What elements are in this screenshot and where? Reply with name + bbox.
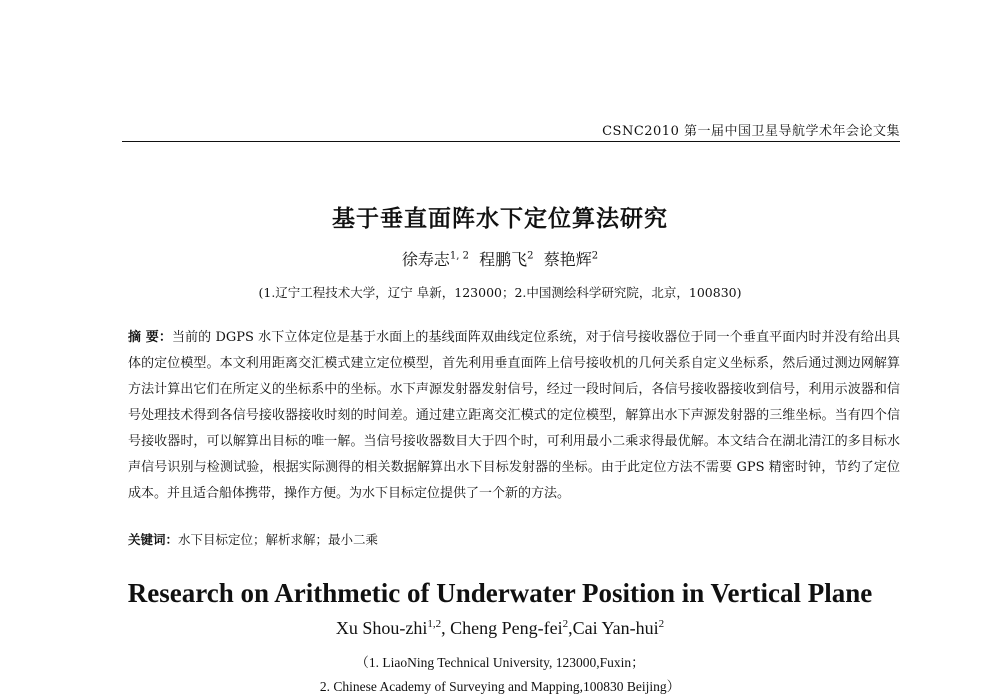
author-en-3: Cai Yan-hui xyxy=(572,618,659,638)
author-en-1: Xu Shou-zhi xyxy=(335,618,428,638)
abstract-text: 当前的 DGPS 水下立体定位是基于水面上的基线面阵双曲线定位系统，对于信号接收器位于同一个垂直平面内时并没有给出具体的定位模型。本文利用距离交汇模式建立定位模型，首先利用垂直面阵上信号接收机的几何关系自定义坐标系，然后通过测边网解算方法计算出它们在所定义的坐标系中的坐标。水下声源发射器发射信号，经过一段时间后，各信号接收器接收到信号，利用示波器和信号处理技术得到各信号接收器接收时刻的时间差。通过建立距离交汇模式的定位模型，解算出水下声源发射器的三维坐标。当有四个信号接收器时，可以解算出目标的唯一解。当信号接收器数目大于四个时，可利用最小二乘求得最优解。本文结合在湖北清江的多目标水声信号识别与检测试验，根据实际测得的相关数据解算出水下目标发射器的坐标。由于此定位方法不需要 GPS 精密时钟，节约了定位成本。并且适合船体携带，操作方便。为水下目标定位提供了一个新的方法。 xyxy=(128,330,900,501)
keywords-label: 关键词： xyxy=(128,532,179,547)
author-en-2: Cheng Peng-fei xyxy=(450,618,563,638)
abstract xyxy=(128,325,900,507)
affiliation-en-line1: （1. LiaoNing Technical University, 123000,Fuxin； xyxy=(355,655,645,670)
paper-title-cn: 基于垂直面阵水下定位算法研究 xyxy=(332,206,668,232)
header-rule xyxy=(122,141,900,142)
author-cn-2-affil: 2 xyxy=(527,250,534,262)
keywords-text: 水下目标定位；解析求解；最小二乘 xyxy=(178,532,379,547)
affiliation-en-line2: 2. Chinese Academy of Surveying and Mapping,100830 Beijing） xyxy=(319,679,681,694)
author-cn-3: 蔡艳辉 xyxy=(543,250,592,269)
author-cn-3-affil: 2 xyxy=(591,250,599,262)
paper-title-en: Research on Arithmetic of Underwater Position in Vertical Plane xyxy=(127,578,873,608)
author-en-3-affil: 2 xyxy=(658,618,665,630)
author-sep: , xyxy=(441,618,451,638)
authors-cn xyxy=(0,247,1000,270)
abstract-label: 摘 要： xyxy=(128,330,172,345)
author-en-1-affil: 1,2 xyxy=(427,618,442,630)
keywords xyxy=(128,530,900,548)
author-cn-1-affil: 1, 2 xyxy=(449,250,469,262)
author-sep: , xyxy=(568,618,573,638)
author-cn-2: 程鹏飞 xyxy=(479,250,528,269)
authors-en xyxy=(0,618,1000,639)
running-header: CSNC2010 第一届中国卫星导航学术年会论文集 xyxy=(602,124,900,139)
author-cn-1: 徐寿志 xyxy=(401,250,450,269)
affiliation-cn: (1.辽宁工程技术大学，辽宁 阜新，123000；2.中国测绘科学研究院，北京，100830) xyxy=(258,285,742,300)
author-en-2-affil: 2 xyxy=(562,618,569,630)
